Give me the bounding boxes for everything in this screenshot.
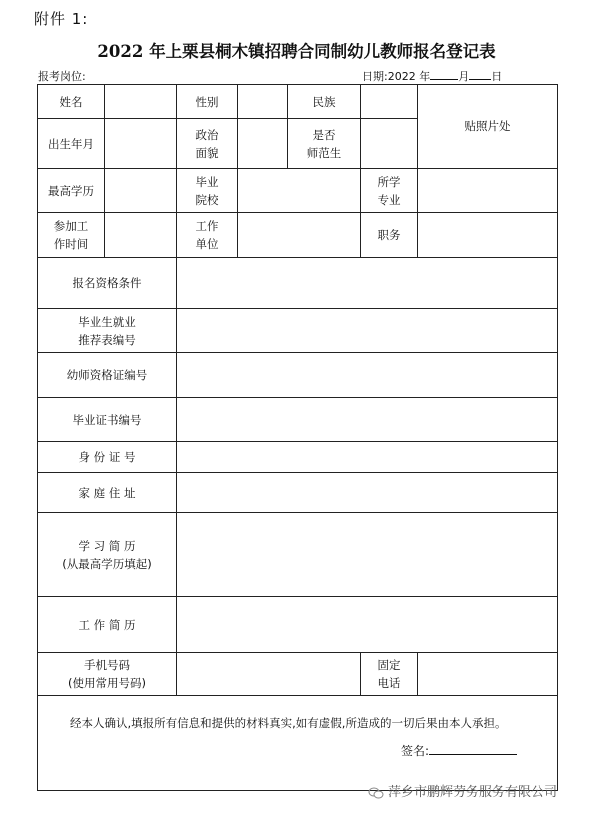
- education-field[interactable]: [105, 169, 177, 213]
- study-label-cell: [38, 513, 177, 597]
- row-study: [38, 513, 558, 597]
- signature-label: 签名:: [400, 744, 429, 758]
- row-work: [38, 597, 558, 653]
- diploma-label-cell: [38, 398, 177, 442]
- political-field[interactable]: [238, 119, 288, 169]
- mobile-label-cell: [38, 653, 177, 696]
- notice-text: 经本人确认,填报所有信息和提供的材料真实,如有虚假,所造成的一切后果由本人承担。: [70, 716, 507, 730]
- date-prefix: 日期:2022 年: [362, 70, 431, 83]
- political-label-cell: [177, 119, 238, 169]
- job-title-field[interactable]: [418, 213, 558, 258]
- row-diploma: [38, 398, 558, 442]
- id-card-label: 身 份 证 号: [78, 450, 136, 464]
- attachment-label: 附件 1:: [34, 10, 89, 28]
- row-work-start: [38, 213, 558, 258]
- signature-row: [38, 734, 557, 760]
- gender-label-cell: [177, 85, 238, 119]
- mobile-field[interactable]: [177, 653, 361, 696]
- watermark: [368, 781, 557, 800]
- date-month-blank[interactable]: [430, 69, 458, 80]
- photo-label: 贴照片处: [464, 119, 511, 133]
- row-contact: [38, 653, 558, 696]
- gender-label: 性别: [195, 94, 219, 109]
- address-label: 家 庭 住 址: [78, 485, 136, 500]
- education-label: 最高学历: [48, 183, 94, 198]
- registration-table: [37, 84, 558, 791]
- ethnicity-field[interactable]: [361, 85, 418, 119]
- work-start-label: 参加工 作时间: [53, 219, 89, 251]
- teacher-cert-label: 幼师资格证编号: [66, 368, 148, 382]
- address-field[interactable]: [177, 473, 558, 513]
- diploma-field[interactable]: [177, 398, 558, 442]
- recommendation-label-cell: [38, 309, 177, 353]
- work-start-label-cell: [38, 213, 105, 258]
- graduate-school-label: 毕业 院校: [195, 174, 219, 207]
- date-day-blank[interactable]: [469, 69, 491, 80]
- job-title-label-cell: [361, 213, 418, 258]
- recommendation-field[interactable]: [177, 309, 558, 353]
- position-label: 报考岗位:: [38, 70, 86, 83]
- political-label: 政治 面貌: [195, 127, 219, 160]
- form-title: 2022 年上栗县桐木镇招聘合同制幼儿教师报名登记表: [97, 42, 496, 61]
- qualification-label-cell: [38, 258, 177, 309]
- row-teacher-cert: [38, 353, 558, 398]
- normal-school-field[interactable]: [361, 119, 418, 169]
- address-label-cell: [38, 473, 177, 513]
- recommendation-label: 毕业生就业 推荐表编号: [78, 314, 136, 347]
- graduate-school-field[interactable]: [238, 169, 361, 213]
- ethnicity-label-cell: [288, 85, 361, 119]
- watermark-text: 萍乡市鹏辉劳务服务有限公司: [388, 785, 558, 800]
- graduate-school-label-cell: [177, 169, 238, 213]
- landline-field[interactable]: [418, 653, 558, 696]
- work-unit-field[interactable]: [238, 213, 361, 258]
- notice-cell: [38, 696, 558, 791]
- id-card-field[interactable]: [177, 442, 558, 473]
- date-day-label: 日: [491, 70, 503, 83]
- work-unit-label-cell: [177, 213, 238, 258]
- row-qualification: [38, 258, 558, 309]
- gender-field[interactable]: [238, 85, 288, 119]
- name-label: 姓名: [59, 94, 83, 109]
- row-id-card: [38, 442, 558, 473]
- signature-field[interactable]: [429, 742, 517, 755]
- qualification-label: 报名资格条件: [72, 276, 142, 290]
- row-name: [38, 85, 558, 119]
- row-education: [38, 169, 558, 213]
- normal-school-label-cell: [288, 119, 361, 169]
- ethnicity-label: 民族: [312, 94, 336, 109]
- row-address: [38, 473, 558, 513]
- mobile-label: 手机号码 (使用常用号码): [68, 658, 146, 690]
- teacher-cert-field[interactable]: [177, 353, 558, 398]
- date-month-label: 月: [458, 70, 470, 83]
- major-label-cell: [361, 169, 418, 213]
- birth-label-cell: [38, 119, 105, 169]
- landline-label: 固定 电话: [377, 658, 401, 690]
- work-start-field[interactable]: [105, 213, 177, 258]
- row-notice: [38, 696, 558, 791]
- name-field[interactable]: [105, 85, 177, 119]
- major-label: 所学 专业: [377, 174, 401, 207]
- row-recommendation: [38, 309, 558, 353]
- job-title-label: 职务: [377, 228, 401, 242]
- qualification-field[interactable]: [177, 258, 558, 309]
- date-line: [362, 68, 502, 84]
- diploma-label: 毕业证书编号: [72, 412, 142, 427]
- wechat-icon: [368, 787, 384, 799]
- major-field[interactable]: [418, 169, 558, 213]
- teacher-cert-label-cell: [38, 353, 177, 398]
- study-label: 学 习 简 历 (从最高学历填起): [62, 538, 152, 571]
- birth-field[interactable]: [105, 119, 177, 169]
- work-label: 工 作 简 历: [78, 617, 136, 632]
- normal-school-label: 是否 师范生: [306, 127, 342, 160]
- birth-label: 出生年月: [48, 136, 94, 151]
- id-card-label-cell: [38, 442, 177, 473]
- name-label-cell: [38, 85, 105, 119]
- landline-label-cell: [361, 653, 418, 696]
- work-unit-label: 工作 单位: [195, 219, 219, 251]
- education-label-cell: [38, 169, 105, 213]
- work-label-cell: [38, 597, 177, 653]
- photo-cell[interactable]: [418, 85, 558, 169]
- work-field[interactable]: [177, 597, 558, 653]
- study-field[interactable]: [177, 513, 558, 597]
